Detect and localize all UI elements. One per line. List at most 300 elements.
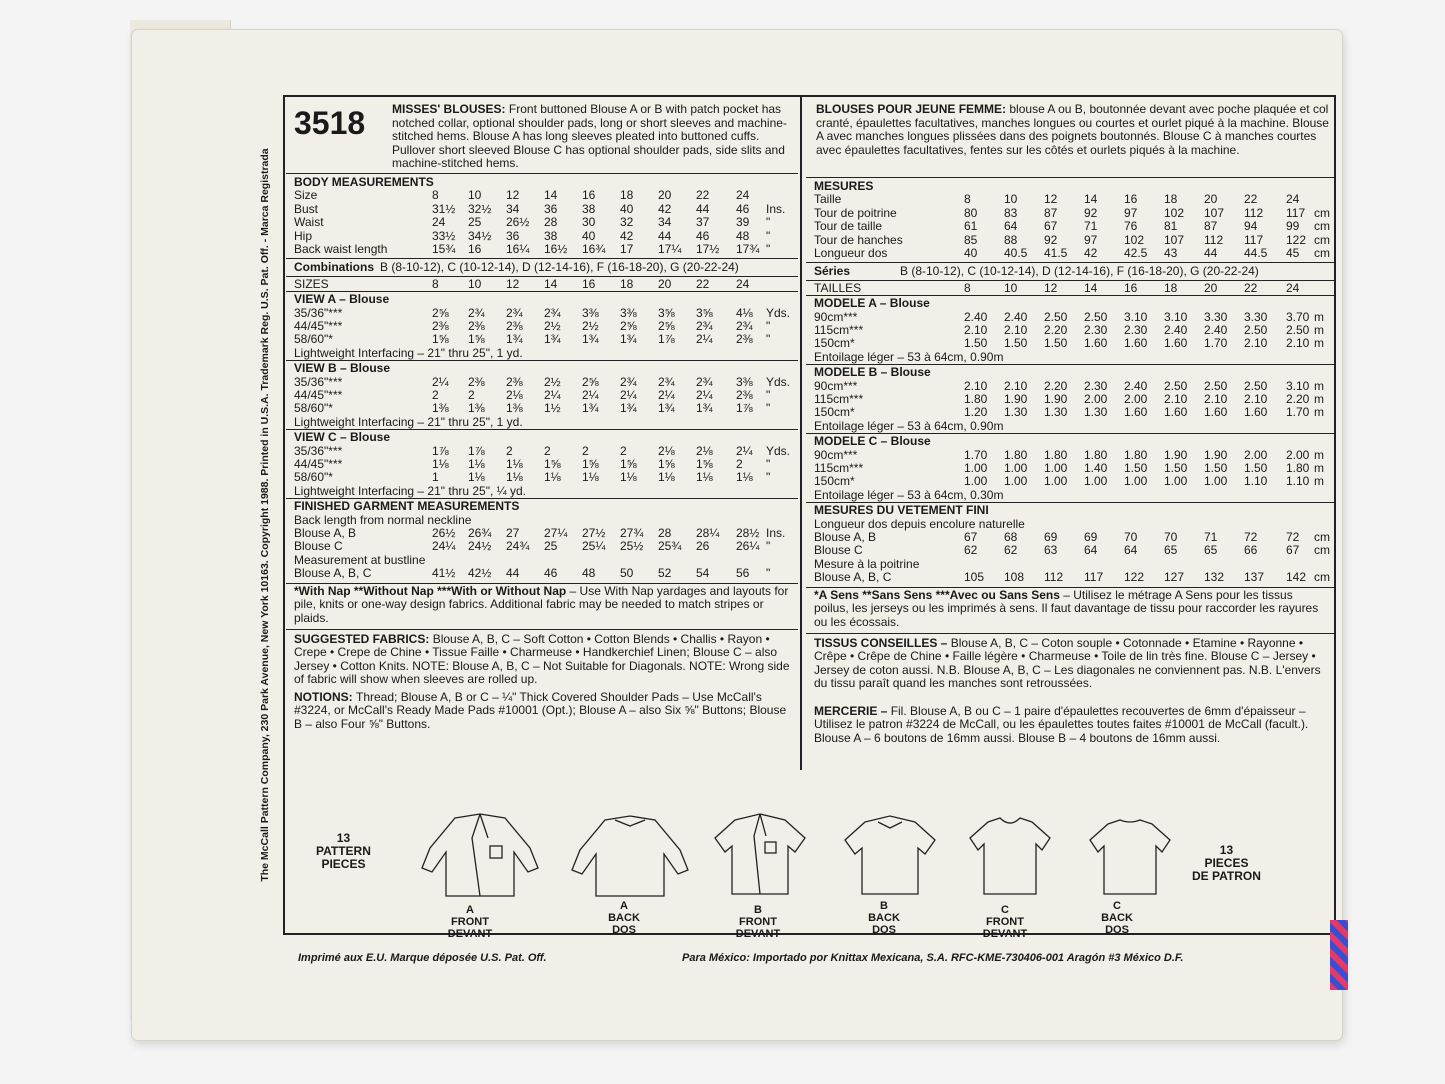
row-value: 97: [1124, 205, 1138, 220]
row-value: 26½: [506, 215, 530, 230]
row-value: 1.80: [1286, 461, 1310, 475]
row-value: 1.90: [1164, 447, 1188, 462]
row-label: 58/60"*: [294, 332, 333, 347]
row-value: 63: [1044, 543, 1058, 558]
measurement-row: [806, 234, 1334, 247]
row-value: 1¾: [582, 332, 599, 347]
row-value: 17: [620, 242, 634, 256]
row-value: 2.40: [964, 309, 988, 324]
row-value: 1.00: [1044, 461, 1068, 475]
row-value: 2.20: [1044, 378, 1068, 393]
row-value: 108: [1004, 570, 1025, 585]
footer-left: Imprimé aux E.U. Marque déposée U.S. Pat. Off.: [298, 952, 547, 964]
row-value: 1⅛: [506, 470, 523, 485]
sizes-row: [286, 278, 798, 291]
row-value: 17½: [696, 242, 720, 256]
row-value: 2¾: [696, 319, 713, 333]
row-value: 1⅛: [544, 470, 561, 485]
row-unit: cm: [1314, 530, 1330, 544]
row-value: 1.00: [1004, 461, 1028, 475]
finished-sub: Measurement at bustline: [294, 552, 426, 567]
row-value: 1.80: [1084, 447, 1108, 462]
tape-strip: [1330, 920, 1348, 990]
row-value: 16: [1124, 280, 1138, 295]
notions-title: NOTIONS:: [294, 689, 356, 704]
yardage-row: [286, 307, 798, 320]
side-copyright: The McCall Pattern Company, 230 Park Avenue, New York 10163. Copyright 1988. Printed in U.S.A. Trademark Reg. U.S. Pat. Off. - Marca Registrada: [259, 148, 271, 882]
notions-title: MERCERIE –: [814, 703, 891, 718]
yardage-row: [286, 376, 798, 389]
yardage-row: [806, 462, 1334, 475]
row-value: 132: [1204, 570, 1225, 585]
row-value: 2: [506, 443, 513, 458]
row-value: 26¼: [736, 539, 760, 554]
row-label: 115cm***: [814, 392, 864, 406]
row-value: 1.00: [964, 474, 988, 489]
finished-row: [806, 571, 1334, 584]
pieces-de-patron-count: 13 PIECES DE PATRON: [1192, 843, 1261, 883]
garment-letter: B: [880, 900, 888, 912]
row-value: 14: [1084, 280, 1098, 295]
combinations-label: Combinations: [294, 260, 374, 275]
finished-row: [286, 567, 798, 580]
row-value: 22: [1244, 192, 1258, 207]
row-value: 2⅝: [432, 305, 449, 320]
row-value: 2¾: [544, 305, 561, 320]
row-value: 87: [1204, 219, 1218, 234]
row-value: 18: [1164, 280, 1178, 295]
description-fr: BLOUSES POUR JEUNE FEMME: blouse A ou B, boutonnée devant avec poche plaquée et col cranté, épaulettes facultatives, manches longues ou courtes et ourlet piqué à la machine. Blouse A avec manches longues plissées dans des poignets boutonnés. Blouse C à manches courtes avec épaulettes facultatives, fentes sur les côtés et ourlets piqués à la machine.: [816, 102, 1329, 157]
row-value: 2.10: [1244, 336, 1268, 351]
row-value: 87: [1044, 205, 1058, 220]
finished-sub: Longueur dos depuis encolure naturelle: [814, 516, 1025, 531]
row-value: 1.00: [1084, 474, 1108, 489]
row-value: 117: [1286, 205, 1306, 220]
row-value: 1¾: [582, 401, 599, 416]
notions-note: [814, 705, 1328, 746]
garment-en: BACK: [1101, 912, 1133, 924]
row-label: Longueur dos: [814, 246, 888, 260]
row-value: 117: [1084, 570, 1104, 585]
row-value: 1.50: [1244, 461, 1268, 475]
row-unit: m: [1314, 378, 1324, 393]
row-value: 2¼: [736, 443, 753, 458]
body-heading: MESURES: [814, 179, 874, 193]
row-value: 70: [1124, 530, 1138, 544]
row-value: 2½: [544, 374, 561, 389]
row-value: 2.00: [1124, 392, 1148, 406]
interfacing-row: [286, 416, 798, 429]
row-value: 2.50: [1204, 378, 1228, 393]
row-value: 44: [506, 566, 520, 581]
row-label: Taille: [814, 192, 842, 207]
row-value: 1⅞: [432, 443, 449, 458]
row-value: 1½: [544, 401, 561, 416]
row-value: 65: [1164, 543, 1178, 558]
row-value: 1.60: [1164, 336, 1188, 351]
row-value: 14: [544, 276, 558, 291]
row-value: 48: [736, 228, 750, 243]
row-value: 22: [696, 276, 710, 291]
interfacing-text: Entoilage léger – 53 à 64cm, 0.90m: [814, 349, 1004, 364]
row-value: 2¼: [658, 388, 675, 402]
row-unit: cm: [1314, 205, 1330, 220]
row-value: 1⅛: [696, 470, 713, 485]
row-value: 1.20: [964, 405, 988, 420]
row-value: 1⅛: [736, 470, 753, 485]
row-value: 1⅛: [620, 470, 637, 485]
row-value: 1⅝: [468, 332, 485, 347]
row-value: 32: [620, 215, 634, 230]
row-value: 32½: [468, 201, 492, 216]
column-divider: [800, 95, 802, 770]
measurement-row: [806, 247, 1334, 260]
row-value: 54: [696, 566, 710, 581]
description: MISSES' BLOUSES: Front buttoned Blouse A or B with patch pocket has notched collar, optional shoulder pads, long or short sleeves and machine-stitched hems. Blouse A has long sleeves pleated into buttoned cuffs. Pullover short sleeved Blouse C has optional shoulder pads, side slits and machine-stitched hems.: [392, 102, 787, 170]
row-value: 112: [1204, 232, 1224, 247]
row-value: 2.40: [1164, 323, 1188, 337]
row-unit: m: [1314, 336, 1324, 351]
blouse-c-back-icon: [1090, 820, 1170, 894]
row-label: Blouse A, B: [814, 530, 877, 544]
pattern-number: 3518: [294, 105, 366, 141]
row-value: 2¾: [620, 374, 637, 389]
row-value: 25: [544, 539, 558, 554]
row-value: 27¼: [544, 526, 568, 540]
row-value: 2¼: [696, 332, 713, 347]
nap-text: – Use With Nap yardages and layouts for pile, knits or one-way design fabrics. Additional fabric may be needed to match stripes or plaids.: [294, 583, 789, 625]
garment-fr: DEVANT: [447, 928, 493, 940]
garment-label: [594, 900, 654, 936]
finished-sub: Mesure à la poitrine: [814, 556, 920, 571]
row-value: 1.30: [1084, 405, 1108, 420]
row-value: 1.30: [1044, 405, 1068, 420]
row-unit: ": [766, 457, 771, 471]
row-value: 3.30: [1244, 309, 1268, 324]
row-unit: ": [766, 215, 771, 230]
row-value: 3⅜: [582, 305, 599, 320]
measurement-row: [286, 216, 798, 229]
row-value: 88: [1004, 232, 1018, 247]
row-value: 24: [736, 276, 750, 291]
finished-row: [806, 544, 1334, 557]
row-value: 2½: [582, 319, 599, 333]
row-value: 15¾: [432, 242, 456, 256]
row-value: 64: [1124, 543, 1138, 558]
row-value: 37: [696, 215, 710, 230]
row-value: 17¾: [736, 242, 760, 256]
row-value: 46: [736, 201, 750, 216]
row-value: 2¼: [432, 374, 449, 389]
row-value: 2¼: [544, 388, 561, 402]
garment-label: [854, 900, 914, 936]
nap-c: ***Avec ou Sans Sens: [935, 587, 1064, 602]
row-value: 67: [964, 530, 978, 544]
fabrics-title: TISSUS CONSEILLES –: [814, 635, 951, 650]
row-value: 42: [658, 201, 672, 216]
garment-label: [440, 904, 500, 940]
row-value: 1.10: [1286, 474, 1310, 489]
row-value: 28: [658, 526, 672, 540]
row-value: 137: [1244, 570, 1265, 585]
row-value: 1⅝: [620, 457, 637, 471]
row-value: 1.70: [1286, 405, 1310, 420]
row-value: 2⅜: [432, 319, 449, 333]
row-value: 2¼: [582, 388, 599, 402]
row-value: 99: [1286, 219, 1300, 234]
row-value: 20: [658, 188, 672, 203]
row-unit: ": [766, 401, 771, 416]
row-value: 3.30: [1204, 309, 1228, 324]
garment-fr: DOS: [872, 924, 896, 936]
row-value: 1.60: [1244, 405, 1268, 420]
garment-label: [728, 904, 788, 940]
row-value: 1.50: [1004, 336, 1028, 351]
row-label: 35/36"***: [294, 305, 343, 320]
row-value: 2.30: [1084, 323, 1108, 337]
row-value: 8: [432, 188, 439, 203]
row-value: 3⅜: [736, 374, 753, 389]
row-label: 150cm*: [814, 474, 855, 489]
row-value: 1⅞: [468, 443, 485, 458]
row-value: 71: [1084, 219, 1098, 234]
row-value: 3.10: [1286, 378, 1310, 393]
row-value: 45: [1286, 246, 1300, 260]
row-value: 2.50: [1244, 378, 1268, 393]
view-title: VIEW B – Blouse: [294, 361, 391, 376]
row-value: 2.10: [1004, 378, 1028, 393]
row-value: 2⅝: [620, 319, 637, 333]
row-value: 1.90: [1204, 447, 1228, 462]
row-label: TAILLES: [814, 280, 862, 295]
row-value: 3⅝: [696, 305, 713, 320]
row-value: 1⅛: [468, 457, 485, 471]
row-label: 44/45"***: [294, 388, 343, 402]
row-value: 3⅝: [658, 305, 675, 320]
row-value: 65: [1204, 543, 1218, 558]
row-value: 1⅛: [658, 470, 675, 485]
row-value: 64: [1004, 219, 1018, 234]
row-value: 2⅛: [506, 388, 523, 402]
row-value: 1¾: [696, 401, 713, 416]
row-value: 1.50: [1044, 336, 1068, 351]
row-value: 1.60: [1164, 405, 1188, 420]
row-value: 102: [1124, 232, 1145, 247]
row-value: 2.30: [1084, 378, 1108, 393]
garment-fr: DEVANT: [982, 928, 1028, 940]
fabrics-note: [294, 633, 792, 687]
row-value: 26¾: [468, 526, 492, 540]
nap-b: **Without Nap: [353, 583, 438, 598]
row-value: 28: [544, 215, 558, 230]
row-value: 16½: [544, 242, 568, 256]
row-value: 17¼: [658, 242, 682, 256]
rule-line: [286, 276, 798, 277]
row-value: 1⅜: [506, 401, 523, 416]
row-value: 25¼: [582, 539, 606, 554]
row-value: 2.10: [1286, 336, 1310, 351]
garment-en: BACK: [868, 912, 900, 924]
row-value: 127: [1164, 570, 1185, 585]
row-label: Blouse A, B: [294, 526, 357, 540]
row-value: 2¾: [506, 305, 523, 320]
row-value: 1⅝: [658, 457, 675, 471]
yardage-row: [806, 406, 1334, 419]
row-value: 2.50: [1244, 323, 1268, 337]
blouse-b-front-icon: [715, 814, 805, 894]
row-label: Tour de poitrine: [814, 205, 897, 220]
finished-heading: MESURES DU VETEMENT FINI: [814, 503, 989, 518]
measurement-row: [286, 243, 798, 256]
row-value: 1⅜: [432, 401, 449, 416]
row-value: 1.60: [1204, 405, 1228, 420]
row-value: 2.40: [1124, 378, 1148, 393]
row-value: 2¼: [620, 388, 637, 402]
yardage-row: [806, 393, 1334, 406]
yardage-row: [286, 458, 798, 471]
row-value: 18: [1164, 192, 1178, 207]
row-value: 25: [468, 215, 482, 230]
row-value: 1.00: [1204, 474, 1228, 489]
row-value: 1.50: [1204, 461, 1228, 475]
row-value: 34½: [468, 228, 492, 243]
garment-label: [975, 904, 1035, 940]
row-value: 1.60: [1124, 405, 1148, 420]
row-value: 10: [1004, 192, 1018, 207]
row-value: 1⅛: [506, 457, 523, 471]
row-unit: m: [1314, 309, 1324, 324]
nap-note: [294, 585, 792, 626]
row-label: Size: [294, 188, 318, 203]
row-value: 107: [1164, 232, 1185, 247]
finished-sub: Back length from normal neckline: [294, 512, 472, 527]
row-value: 69: [1084, 530, 1098, 544]
interfacing-text: Lightweight Interfacing – 21" thru 25", ¼ yd.: [294, 483, 526, 498]
notions-text: Fil. Blouse A, B ou C – 1 paire d'épaulettes recouvertes de 6mm d'épaisseur – Utilisez le patron #3224 de McCall, ou les épaulettes toutes faites #10001 de McCall (facult.). Blouse A – 6 boutons de 16mm aussi. Blouse B – 4 boutons de 16mm aussi.: [814, 703, 1309, 745]
row-value: 14: [544, 188, 558, 203]
row-value: 39: [736, 215, 750, 230]
row-value: 25¾: [658, 539, 682, 554]
row-unit: ": [766, 319, 771, 333]
nap-text: – Utilisez le métrage A Sens pour les tissus poilus, les jerseys ou les imprimés à sens. Il faut davantage de tissu pour raccorder les rayures ou les écossais.: [814, 587, 1319, 629]
row-value: 92: [1044, 232, 1058, 247]
garment-fr: DEVANT: [735, 928, 781, 940]
interfacing-row: [286, 485, 798, 498]
row-value: 72: [1244, 530, 1258, 544]
row-value: 62: [964, 543, 978, 558]
row-value: 1.50: [964, 336, 988, 351]
row-value: 42: [620, 228, 634, 243]
row-value: 1.60: [1124, 336, 1148, 351]
yardage-row: [286, 320, 798, 333]
row-value: 33½: [432, 228, 456, 243]
row-label: Waist: [294, 215, 324, 230]
row-unit: ": [766, 539, 771, 554]
row-value: 40: [582, 228, 596, 243]
row-value: 2¾: [468, 305, 485, 320]
row-value: 2⅜: [736, 332, 753, 347]
row-value: 105: [964, 570, 985, 585]
row-value: 25½: [620, 539, 644, 554]
row-unit: cm: [1314, 232, 1330, 247]
row-unit: Yds.: [766, 305, 791, 320]
combinations-row: [286, 261, 798, 274]
row-label: 90cm***: [814, 447, 858, 462]
row-value: 2½: [544, 319, 561, 333]
row-value: 20: [1204, 192, 1218, 207]
row-value: 94: [1244, 219, 1258, 234]
blouse-a-front-icon: [422, 814, 538, 896]
row-value: 18: [620, 276, 634, 291]
row-label: 115cm***: [814, 461, 864, 475]
row-value: 2¾: [696, 374, 713, 389]
garment-en: FRONT: [986, 916, 1024, 928]
row-value: 50: [620, 566, 634, 581]
row-value: 2.10: [964, 378, 988, 393]
row-value: 2.00: [1244, 447, 1268, 462]
row-value: 26½: [432, 526, 456, 540]
rule-line: [806, 262, 1334, 263]
row-value: 24: [1286, 280, 1300, 295]
row-value: 1.00: [1044, 474, 1068, 489]
row-unit: Ins.: [766, 201, 786, 216]
row-value: 2.20: [1286, 392, 1310, 406]
row-value: 2.10: [1244, 392, 1268, 406]
row-value: 2.10: [964, 323, 988, 337]
measurement-row: [806, 207, 1334, 220]
row-value: 42½: [468, 566, 492, 581]
row-value: 24½: [468, 539, 492, 554]
notions-note: [294, 691, 792, 732]
row-value: 38: [544, 228, 558, 243]
row-value: 24¾: [506, 539, 530, 554]
view-title: VIEW C – Blouse: [294, 430, 391, 445]
row-value: 44: [696, 201, 710, 216]
row-value: 1.00: [1004, 474, 1028, 489]
row-value: 44: [1204, 246, 1218, 260]
yardage-row: [806, 337, 1334, 350]
row-value: 2.20: [1044, 323, 1068, 337]
row-label: 115cm***: [814, 323, 864, 337]
row-value: 1.60: [1084, 336, 1108, 351]
row-value: 76: [1124, 219, 1138, 234]
row-value: 1.50: [1164, 461, 1188, 475]
row-value: 46: [696, 228, 710, 243]
row-value: 2.50: [1044, 309, 1068, 324]
row-value: 8: [964, 280, 971, 295]
row-value: 83: [1004, 205, 1018, 220]
garment-letter: C: [1113, 900, 1121, 912]
row-value: 3.10: [1124, 309, 1148, 324]
row-value: 20: [1204, 280, 1218, 295]
row-value: 1.40: [1084, 461, 1108, 475]
fabrics-title: SUGGESTED FABRICS:: [294, 631, 433, 646]
row-unit: Yds.: [766, 374, 791, 389]
view-title: MODELE C – Blouse: [814, 434, 931, 449]
row-value: 34: [506, 201, 520, 216]
row-value: 40: [964, 246, 978, 260]
yardage-row: [806, 449, 1334, 462]
row-value: 1.50: [1124, 461, 1148, 475]
row-value: 1.00: [964, 461, 988, 475]
garment-letter: C: [1001, 904, 1009, 916]
finished-row: [806, 531, 1334, 544]
row-value: 1.90: [1004, 392, 1028, 406]
row-label: 90cm***: [814, 309, 858, 324]
row-value: 1⅛: [432, 457, 449, 471]
row-value: 117: [1244, 232, 1264, 247]
row-unit: m: [1314, 474, 1324, 489]
